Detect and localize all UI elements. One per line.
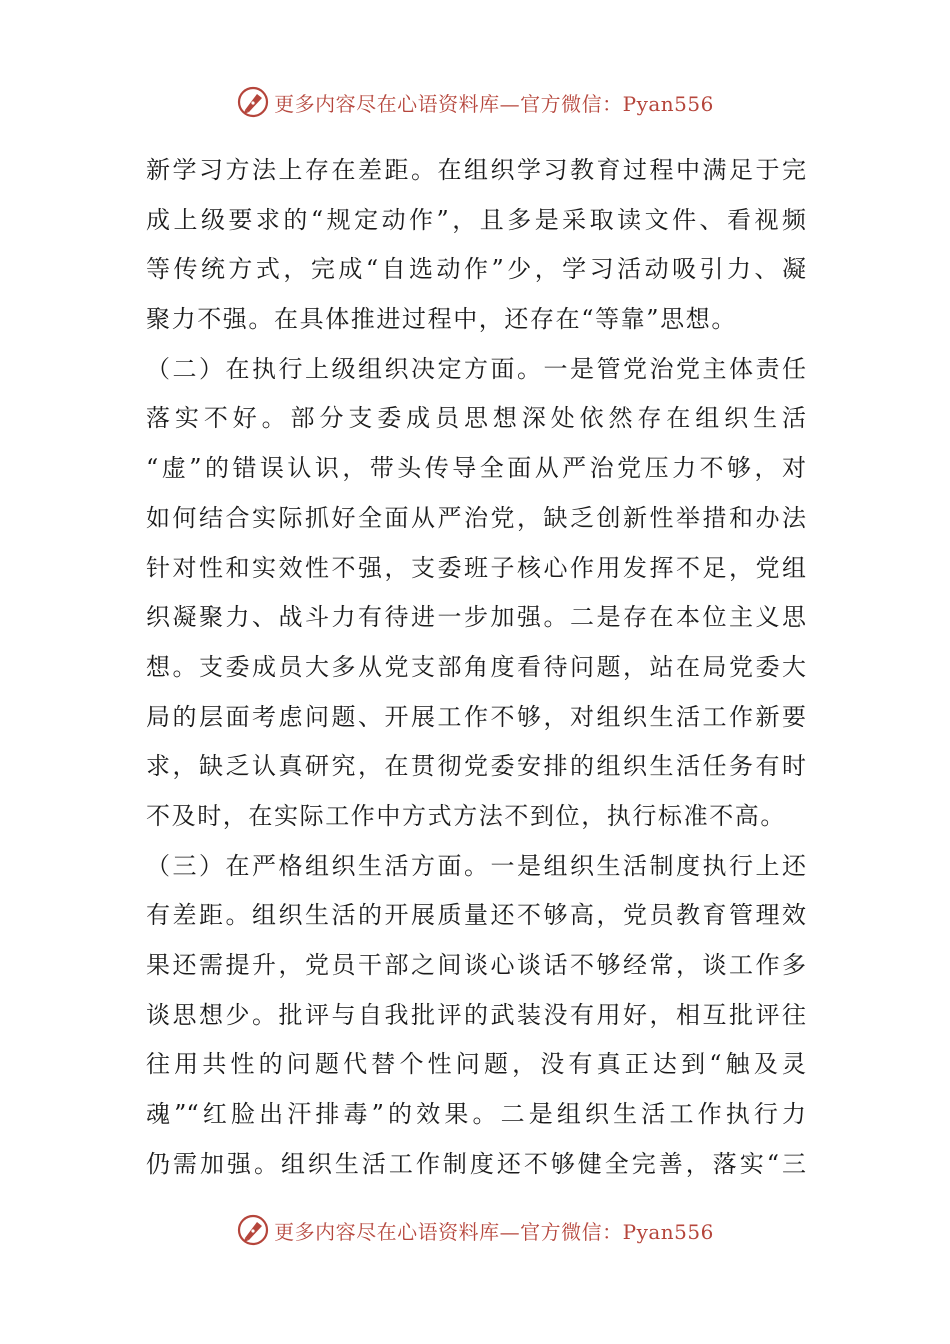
document-body — [146, 146, 806, 1189]
body-line: 仍需加强。组织生活工作制度还不够健全完善，落实“三 — [146, 1149, 806, 1178]
header-banner-text: 更多内容尽在心语资料库—官方微信：Pyan556 — [274, 91, 714, 116]
header-banner — [0, 80, 950, 124]
body-line: 想。支委成员大多从党支部角度看待问题，站在局党委大 — [146, 652, 806, 681]
body-line: （三）在严格组织生活方面。一是组织生活制度执行上还 — [146, 851, 806, 880]
body-line: 成上级要求的“规定动作”，且多是采取读文件、看视频 — [146, 205, 806, 234]
body-line: 聚力不强。在具体推进过程中，还存在“等靠”思想。 — [146, 305, 737, 334]
body-line: 落实不好。部分支委成员思想深处依然存在组织生活 — [146, 404, 806, 433]
pen-nib-logo-icon — [236, 85, 270, 119]
body-line: 如何结合实际抓好全面从严治党，缺乏创新性举措和办法 — [146, 503, 806, 532]
body-line: 谈思想少。批评与自我批评的武装没有用好，相互批评往 — [146, 1000, 806, 1029]
body-line: （二）在执行上级组织决定方面。一是管党治党主体责任 — [146, 354, 806, 383]
body-line: “虚”的错误认识，带头传导全面从严治党压力不够，对 — [146, 454, 806, 483]
body-line: 织凝聚力、战斗力有待进一步加强。二是存在本位主义思 — [146, 603, 806, 632]
body-line: 局的层面考虑问题、开展工作不够，对组织生活工作新要 — [146, 702, 806, 731]
body-line: 不及时，在实际工作中方式方法不到位，执行标准不高。 — [146, 801, 786, 830]
footer-banner — [0, 1208, 950, 1252]
body-line: 求，缺乏认真研究，在贯彻党委安排的组织生活任务有时 — [146, 752, 806, 781]
pen-nib-logo-icon — [236, 1213, 270, 1247]
body-line: 针对性和实效性不强，支委班子核心作用发挥不足，党组 — [146, 553, 806, 582]
body-line: 有差距。组织生活的开展质量还不够高，党员教育管理效 — [146, 901, 806, 930]
body-line: 魂”“红脸出汗排毒”的效果。二是组织生活工作执行力 — [146, 1100, 806, 1129]
body-line: 往用共性的问题代替个性问题，没有真正达到“触及灵 — [146, 1050, 806, 1079]
body-line: 新学习方法上存在差距。在组织学习教育过程中满足于完 — [146, 156, 806, 184]
footer-banner-text: 更多内容尽在心语资料库—官方微信：Pyan556 — [274, 1219, 714, 1244]
body-line: 果还需提升，党员干部之间谈心谈话不够经常，谈工作多 — [146, 951, 806, 979]
body-line: 等传统方式，完成“自选动作”少，学习活动吸引力、凝 — [146, 255, 806, 284]
